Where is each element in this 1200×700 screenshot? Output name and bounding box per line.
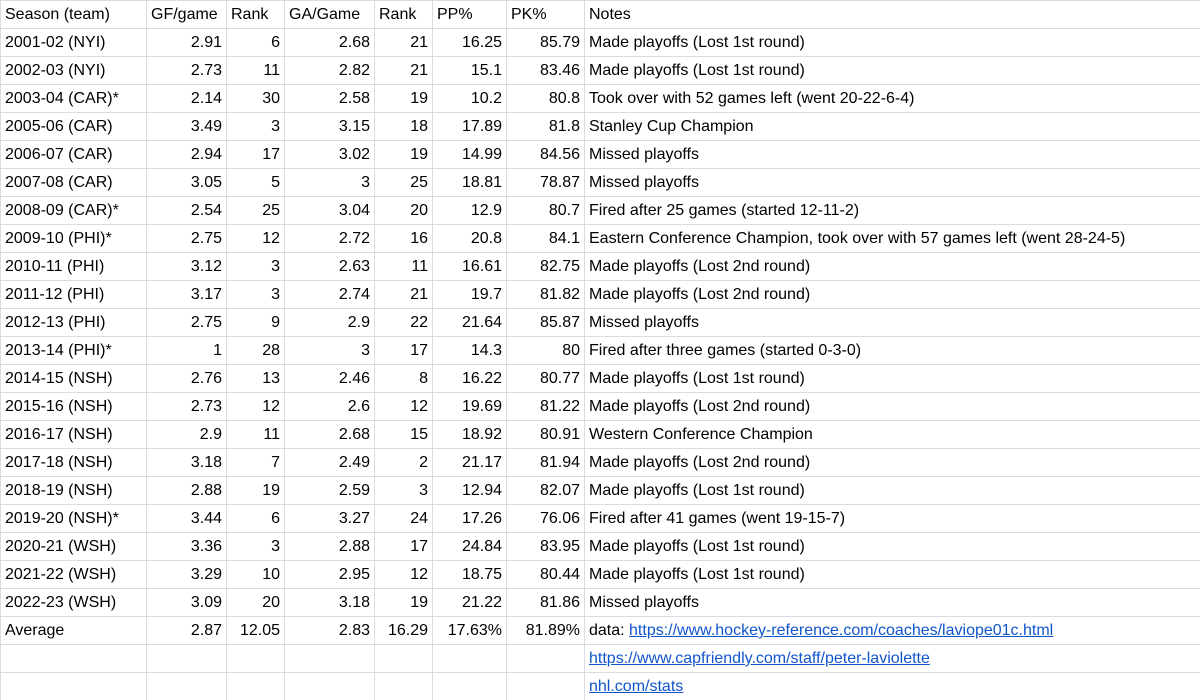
- cell-notes[interactable]: Stanley Cup Champion: [585, 113, 1200, 141]
- header-cell-pk[interactable]: PK%: [507, 1, 585, 29]
- cell-ga[interactable]: 2.58: [285, 85, 375, 113]
- header-cell-gf-rank[interactable]: Rank: [227, 1, 285, 29]
- table-row: [1, 421, 1200, 449]
- cell-gf[interactable]: 3.09: [147, 589, 227, 617]
- table-row: [1, 309, 1200, 337]
- cell-notes[interactable]: Made playoffs (Lost 1st round): [585, 561, 1200, 589]
- cell-pp[interactable]: 19.69: [433, 393, 507, 421]
- table-row: [1, 113, 1200, 141]
- cell-ga-rank[interactable]: 22: [375, 309, 433, 337]
- cell-pp[interactable]: 20.8: [433, 225, 507, 253]
- cell-season[interactable]: 2010-11 (PHI): [1, 253, 147, 281]
- cell-notes[interactable]: Made playoffs (Lost 2nd round): [585, 393, 1200, 421]
- cell-pp[interactable]: 14.99: [433, 141, 507, 169]
- cell-season[interactable]: 2007-08 (CAR): [1, 169, 147, 197]
- cell-notes[interactable]: Made playoffs (Lost 1st round): [585, 477, 1200, 505]
- cell-notes[interactable]: Fired after 41 games (went 19-15-7): [585, 505, 1200, 533]
- empty-cell[interactable]: [433, 673, 507, 700]
- cell-pp[interactable]: 18.81: [433, 169, 507, 197]
- cell-gf[interactable]: 2.91: [147, 29, 227, 57]
- cell-gf[interactable]: 3.44: [147, 505, 227, 533]
- cell-ga-rank[interactable]: 3: [375, 477, 433, 505]
- cell-pk[interactable]: 80.44: [507, 561, 585, 589]
- cell-pk[interactable]: 83.46: [507, 57, 585, 85]
- cell-season[interactable]: 2018-19 (NSH): [1, 477, 147, 505]
- cell-gf-rank[interactable]: 12: [227, 393, 285, 421]
- empty-cell[interactable]: [227, 645, 285, 673]
- header-row: [1, 1, 1200, 29]
- cell-notes[interactable]: Missed playoffs: [585, 169, 1200, 197]
- cell-pk[interactable]: 84.56: [507, 141, 585, 169]
- cell-average-pp[interactable]: 17.63%: [433, 617, 507, 645]
- cell-ga[interactable]: 2.68: [285, 421, 375, 449]
- cell-ga-rank[interactable]: 20: [375, 197, 433, 225]
- cell-gf-rank[interactable]: 17: [227, 141, 285, 169]
- cell-average-label[interactable]: Average: [1, 617, 147, 645]
- cell-pp[interactable]: 16.25: [433, 29, 507, 57]
- cell-ga[interactable]: 2.63: [285, 253, 375, 281]
- cell-gf[interactable]: 3.49: [147, 113, 227, 141]
- cell-gf[interactable]: 3.18: [147, 449, 227, 477]
- cell-ga[interactable]: 2.6: [285, 393, 375, 421]
- table-row: [1, 589, 1200, 617]
- cell-ga[interactable]: 3: [285, 337, 375, 365]
- cell-gf-rank[interactable]: 3: [227, 281, 285, 309]
- cell-gf-rank[interactable]: 12: [227, 225, 285, 253]
- cell-season[interactable]: 2001-02 (NYI): [1, 29, 147, 57]
- link-row: [1, 673, 1200, 700]
- table-row: [1, 85, 1200, 113]
- cell-pp[interactable]: 18.75: [433, 561, 507, 589]
- cell-notes[interactable]: Made playoffs (Lost 2nd round): [585, 253, 1200, 281]
- empty-cell[interactable]: [285, 645, 375, 673]
- cell-ga[interactable]: 3.04: [285, 197, 375, 225]
- table-row: [1, 505, 1200, 533]
- cell-pk[interactable]: 82.07: [507, 477, 585, 505]
- cell-pp[interactable]: 17.26: [433, 505, 507, 533]
- cell-nhl-stats[interactable]: [585, 673, 1200, 700]
- cell-season[interactable]: 2008-09 (CAR)*: [1, 197, 147, 225]
- header-cell-ga[interactable]: GA/Game: [285, 1, 375, 29]
- cell-pk[interactable]: 80: [507, 337, 585, 365]
- cell-notes[interactable]: Made playoffs (Lost 1st round): [585, 57, 1200, 85]
- cell-pp[interactable]: 24.84: [433, 533, 507, 561]
- cell-gf-rank[interactable]: 7: [227, 449, 285, 477]
- cell-pp[interactable]: 21.64: [433, 309, 507, 337]
- cell-ga-rank[interactable]: 25: [375, 169, 433, 197]
- cell-average-gf-rank[interactable]: 12.05: [227, 617, 285, 645]
- cell-ga[interactable]: 2.46: [285, 365, 375, 393]
- capfriendly-link[interactable]: https://www.capfriendly.com/staff/peter-laviolette: [589, 650, 930, 667]
- cell-season[interactable]: 2021-22 (WSH): [1, 561, 147, 589]
- cell-notes[interactable]: Missed playoffs: [585, 589, 1200, 617]
- cell-gf[interactable]: 1: [147, 337, 227, 365]
- empty-cell[interactable]: [1, 645, 147, 673]
- cell-ga[interactable]: 2.82: [285, 57, 375, 85]
- cell-pp[interactable]: 12.9: [433, 197, 507, 225]
- cell-notes[interactable]: Made playoffs (Lost 1st round): [585, 29, 1200, 57]
- cell-pp[interactable]: 17.89: [433, 113, 507, 141]
- cell-season[interactable]: 2013-14 (PHI)*: [1, 337, 147, 365]
- cell-pk[interactable]: 78.87: [507, 169, 585, 197]
- empty-cell[interactable]: [227, 673, 285, 700]
- cell-pk[interactable]: 76.06: [507, 505, 585, 533]
- cell-season[interactable]: 2005-06 (CAR): [1, 113, 147, 141]
- cell-ga[interactable]: 2.95: [285, 561, 375, 589]
- cell-ga-rank[interactable]: 19: [375, 141, 433, 169]
- cell-gf[interactable]: 3.12: [147, 253, 227, 281]
- cell-pp[interactable]: 16.61: [433, 253, 507, 281]
- cell-ga-rank[interactable]: 21: [375, 29, 433, 57]
- table-row: [1, 225, 1200, 253]
- cell-average-ga[interactable]: 2.83: [285, 617, 375, 645]
- cell-gf[interactable]: 2.54: [147, 197, 227, 225]
- cell-ga-rank[interactable]: 17: [375, 337, 433, 365]
- cell-ga-rank[interactable]: 24: [375, 505, 433, 533]
- cell-pp[interactable]: 21.17: [433, 449, 507, 477]
- cell-pk[interactable]: 82.75: [507, 253, 585, 281]
- cell-capfriendly[interactable]: [585, 645, 1200, 673]
- table-row: [1, 337, 1200, 365]
- cell-gf[interactable]: 2.75: [147, 225, 227, 253]
- cell-season[interactable]: 2020-21 (WSH): [1, 533, 147, 561]
- cell-pk[interactable]: 80.8: [507, 85, 585, 113]
- cell-gf[interactable]: 2.76: [147, 365, 227, 393]
- empty-cell[interactable]: [507, 645, 585, 673]
- cell-notes[interactable]: Western Conference Champion: [585, 421, 1200, 449]
- cell-notes[interactable]: Eastern Conference Champion, took over with 57 games left (went 28-24-5): [585, 225, 1200, 253]
- cell-gf-rank[interactable]: 11: [227, 57, 285, 85]
- empty-cell[interactable]: [285, 673, 375, 700]
- cell-ga[interactable]: 3.02: [285, 141, 375, 169]
- cell-pk[interactable]: 80.7: [507, 197, 585, 225]
- cell-gf-rank[interactable]: 30: [227, 85, 285, 113]
- cell-ga-rank[interactable]: 12: [375, 393, 433, 421]
- cell-pp[interactable]: 19.7: [433, 281, 507, 309]
- cell-gf-rank[interactable]: 20: [227, 589, 285, 617]
- cell-ga[interactable]: 2.9: [285, 309, 375, 337]
- empty-cell[interactable]: [147, 645, 227, 673]
- cell-gf-rank[interactable]: 6: [227, 505, 285, 533]
- cell-gf-rank[interactable]: 13: [227, 365, 285, 393]
- table-row: [1, 449, 1200, 477]
- cell-ga[interactable]: 2.88: [285, 533, 375, 561]
- cell-ga-rank[interactable]: 19: [375, 85, 433, 113]
- header-cell-ga-rank[interactable]: Rank: [375, 1, 433, 29]
- data-source-prefix: data:: [589, 622, 630, 639]
- cell-season[interactable]: 2014-15 (NSH): [1, 365, 147, 393]
- cell-gf-rank[interactable]: 25: [227, 197, 285, 225]
- table-row: [1, 169, 1200, 197]
- cell-season[interactable]: 2017-18 (NSH): [1, 449, 147, 477]
- header-cell-gf[interactable]: GF/game: [147, 1, 227, 29]
- cell-pp[interactable]: 15.1: [433, 57, 507, 85]
- table-row: [1, 57, 1200, 85]
- cell-gf-rank[interactable]: 19: [227, 477, 285, 505]
- cell-ga-rank[interactable]: 18: [375, 113, 433, 141]
- table-row: [1, 141, 1200, 169]
- cell-gf-rank[interactable]: 10: [227, 561, 285, 589]
- cell-notes[interactable]: Made playoffs (Lost 2nd round): [585, 281, 1200, 309]
- empty-cell[interactable]: [1, 673, 147, 700]
- cell-pk[interactable]: 85.79: [507, 29, 585, 57]
- cell-ga[interactable]: 2.74: [285, 281, 375, 309]
- cell-gf[interactable]: 2.75: [147, 309, 227, 337]
- cell-notes[interactable]: Took over with 52 games left (went 20-22-6-4): [585, 85, 1200, 113]
- cell-season[interactable]: 2011-12 (PHI): [1, 281, 147, 309]
- cell-ga-rank[interactable]: 19: [375, 589, 433, 617]
- cell-gf[interactable]: 2.94: [147, 141, 227, 169]
- cell-ga[interactable]: 3.15: [285, 113, 375, 141]
- cell-season[interactable]: 2019-20 (NSH)*: [1, 505, 147, 533]
- cell-pp[interactable]: 18.92: [433, 421, 507, 449]
- cell-season[interactable]: 2009-10 (PHI)*: [1, 225, 147, 253]
- cell-average-notes[interactable]: [585, 617, 1200, 645]
- cell-pk[interactable]: 84.1: [507, 225, 585, 253]
- cell-gf-rank[interactable]: 9: [227, 309, 285, 337]
- empty-cell[interactable]: [375, 673, 433, 700]
- header-cell-pp[interactable]: PP%: [433, 1, 507, 29]
- nhl-stats-link[interactable]: nhl.com/stats: [589, 678, 684, 695]
- cell-pp[interactable]: 14.3: [433, 337, 507, 365]
- cell-ga[interactable]: 2.59: [285, 477, 375, 505]
- cell-pk[interactable]: 81.22: [507, 393, 585, 421]
- cell-season[interactable]: 2006-07 (CAR): [1, 141, 147, 169]
- cell-pp[interactable]: 12.94: [433, 477, 507, 505]
- table-row: [1, 393, 1200, 421]
- cell-season[interactable]: 2022-23 (WSH): [1, 589, 147, 617]
- cell-ga-rank[interactable]: 16: [375, 225, 433, 253]
- cell-notes[interactable]: Missed playoffs: [585, 141, 1200, 169]
- header-cell-notes[interactable]: Notes: [585, 1, 1200, 29]
- hockey-reference-link[interactable]: https://www.hockey-reference.com/coaches/laviope01c.html: [629, 622, 1054, 639]
- cell-ga-rank[interactable]: 15: [375, 421, 433, 449]
- cell-gf[interactable]: 3.29: [147, 561, 227, 589]
- cell-pk[interactable]: 81.82: [507, 281, 585, 309]
- cell-pk[interactable]: 81.86: [507, 589, 585, 617]
- cell-season[interactable]: 2015-16 (NSH): [1, 393, 147, 421]
- empty-cell[interactable]: [433, 645, 507, 673]
- cell-notes[interactable]: Made playoffs (Lost 1st round): [585, 365, 1200, 393]
- cell-gf[interactable]: 3.36: [147, 533, 227, 561]
- cell-pk[interactable]: 85.87: [507, 309, 585, 337]
- cell-notes[interactable]: Fired after three games (started 0-3-0): [585, 337, 1200, 365]
- table-row: [1, 281, 1200, 309]
- cell-ga-rank[interactable]: 2: [375, 449, 433, 477]
- cell-ga[interactable]: 2.72: [285, 225, 375, 253]
- cell-notes[interactable]: Made playoffs (Lost 2nd round): [585, 449, 1200, 477]
- cell-ga[interactable]: 2.68: [285, 29, 375, 57]
- cell-pk[interactable]: 80.91: [507, 421, 585, 449]
- cell-ga[interactable]: 3.27: [285, 505, 375, 533]
- cell-gf[interactable]: 2.73: [147, 393, 227, 421]
- empty-cell[interactable]: [147, 673, 227, 700]
- cell-gf[interactable]: 3.05: [147, 169, 227, 197]
- cell-ga-rank[interactable]: 12: [375, 561, 433, 589]
- cell-notes[interactable]: Missed playoffs: [585, 309, 1200, 337]
- cell-notes[interactable]: Fired after 25 games (started 12-11-2): [585, 197, 1200, 225]
- cell-ga[interactable]: 3.18: [285, 589, 375, 617]
- cell-gf-rank[interactable]: 5: [227, 169, 285, 197]
- table-row: [1, 365, 1200, 393]
- table-row: [1, 253, 1200, 281]
- cell-gf-rank[interactable]: 6: [227, 29, 285, 57]
- cell-gf[interactable]: 3.17: [147, 281, 227, 309]
- cell-gf-rank[interactable]: 3: [227, 113, 285, 141]
- cell-average-ga-rank[interactable]: 16.29: [375, 617, 433, 645]
- table-row: [1, 477, 1200, 505]
- cell-pp[interactable]: 16.22: [433, 365, 507, 393]
- cell-gf[interactable]: 2.9: [147, 421, 227, 449]
- cell-ga[interactable]: 3: [285, 169, 375, 197]
- cell-gf[interactable]: 2.88: [147, 477, 227, 505]
- cell-gf-rank[interactable]: 3: [227, 253, 285, 281]
- cell-ga-rank[interactable]: 17: [375, 533, 433, 561]
- cell-pk[interactable]: 83.95: [507, 533, 585, 561]
- cell-ga-rank[interactable]: 11: [375, 253, 433, 281]
- cell-season[interactable]: 2002-03 (NYI): [1, 57, 147, 85]
- empty-cell[interactable]: [507, 673, 585, 700]
- table-row: [1, 29, 1200, 57]
- cell-pk[interactable]: 80.77: [507, 365, 585, 393]
- cell-season[interactable]: 2012-13 (PHI): [1, 309, 147, 337]
- table-row: [1, 533, 1200, 561]
- header-cell-season[interactable]: Season (team): [1, 1, 147, 29]
- cell-season[interactable]: 2003-04 (CAR)*: [1, 85, 147, 113]
- cell-gf-rank[interactable]: 3: [227, 533, 285, 561]
- cell-notes[interactable]: Made playoffs (Lost 1st round): [585, 533, 1200, 561]
- cell-ga[interactable]: 2.49: [285, 449, 375, 477]
- cell-average-pk[interactable]: 81.89%: [507, 617, 585, 645]
- cell-ga-rank[interactable]: 8: [375, 365, 433, 393]
- table-row: [1, 561, 1200, 589]
- cell-ga-rank[interactable]: 21: [375, 57, 433, 85]
- cell-season[interactable]: 2016-17 (NSH): [1, 421, 147, 449]
- empty-cell[interactable]: [375, 645, 433, 673]
- cell-average-gf[interactable]: 2.87: [147, 617, 227, 645]
- average-row: [1, 617, 1200, 645]
- cell-gf-rank[interactable]: 11: [227, 421, 285, 449]
- cell-ga-rank[interactable]: 21: [375, 281, 433, 309]
- cell-gf[interactable]: 2.73: [147, 57, 227, 85]
- cell-pk[interactable]: 81.94: [507, 449, 585, 477]
- table-row: [1, 197, 1200, 225]
- cell-pk[interactable]: 81.8: [507, 113, 585, 141]
- link-row: [1, 645, 1200, 673]
- cell-pp[interactable]: 21.22: [433, 589, 507, 617]
- cell-pp[interactable]: 10.2: [433, 85, 507, 113]
- cell-gf-rank[interactable]: 28: [227, 337, 285, 365]
- cell-gf[interactable]: 2.14: [147, 85, 227, 113]
